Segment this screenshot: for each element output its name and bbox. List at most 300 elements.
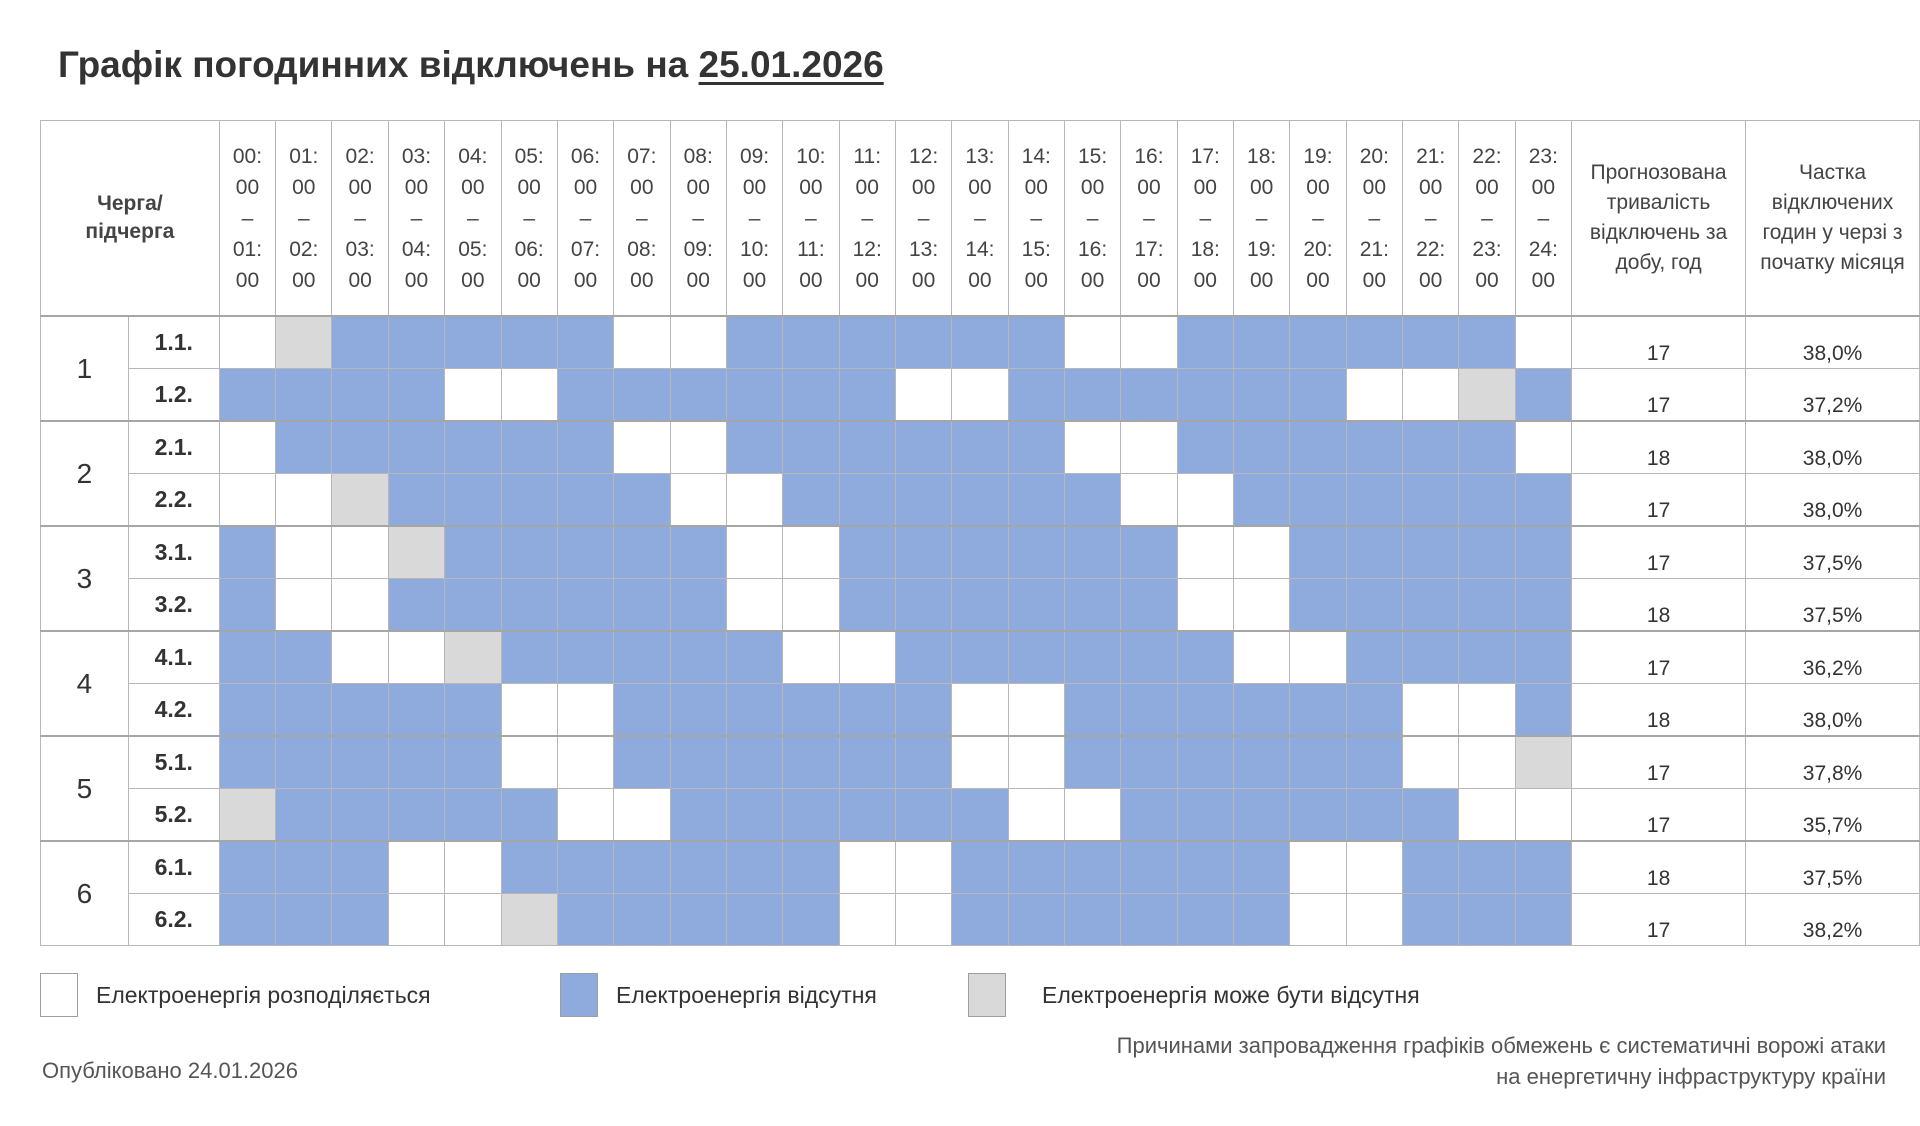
hour-cell-off [501, 316, 557, 369]
hour-header [1403, 121, 1459, 317]
hour-header [332, 121, 388, 317]
hour-cell-on [952, 684, 1008, 737]
hour-header-part: – [805, 206, 817, 230]
hour-header-part: – [1537, 206, 1550, 230]
hour-cell-off [1459, 474, 1515, 527]
hour-cell-off [952, 579, 1008, 632]
hour-cell-on [1346, 841, 1402, 894]
hour-cell-off [1121, 369, 1177, 422]
schedule-row [41, 421, 1920, 474]
schedule-row [41, 841, 1920, 894]
hour-cell-off [557, 579, 613, 632]
hour-cell-off [1008, 474, 1064, 527]
hour-cell-off [1177, 369, 1233, 422]
hour-cell-on [276, 579, 332, 632]
hour-cell-off [388, 369, 444, 422]
hour-header-part: 00: [232, 144, 263, 168]
subqueue-label: 1.2. [128, 369, 219, 422]
hour-header [388, 121, 444, 317]
hour-cell-off [1008, 631, 1064, 684]
hour-cell-off [614, 474, 670, 527]
hour-header-part: – [1424, 206, 1437, 230]
hour-cell-off [670, 631, 726, 684]
hour-cell-on [1403, 736, 1459, 789]
hour-cell-on [219, 316, 275, 369]
hour-cell-off [1459, 526, 1515, 579]
hour-header-part: 24: [1528, 237, 1558, 261]
hour-cell-off [445, 684, 501, 737]
hour-cell-off [332, 684, 388, 737]
hour-cell-off [1515, 631, 1571, 684]
hour-header-part: 12: [908, 144, 939, 168]
hour-cell-off [614, 736, 670, 789]
hour-cell-off [839, 369, 895, 422]
hour-cell-on [219, 421, 275, 474]
hour-cell-off [839, 736, 895, 789]
hour-header-part: 00 [1362, 268, 1386, 292]
hour-header-part: 03: [345, 237, 375, 261]
hour-header-part: 00 [742, 175, 767, 199]
schedule-row [41, 526, 1920, 579]
hour-cell-off [1290, 736, 1346, 789]
hour-header-part: 20: [1303, 237, 1333, 261]
hour-header-part: – [466, 206, 479, 230]
hour-cell-off [1233, 841, 1289, 894]
hour-header-part: 00 [517, 175, 541, 199]
hour-header [1177, 121, 1233, 317]
hour-header [1346, 121, 1402, 317]
hour-header-part: 16: [1078, 237, 1108, 261]
hour-header [1459, 121, 1515, 317]
hour-cell-off [1459, 421, 1515, 474]
legend-swatch-maybe [968, 973, 1006, 1017]
share-value: 36,2% [1746, 631, 1920, 684]
hour-header-part: 00 [1080, 268, 1105, 292]
subqueue-label: 5.2. [128, 789, 219, 842]
hour-cell-off [952, 631, 1008, 684]
hour-header-part: 00 [404, 268, 429, 292]
schedule-row [41, 369, 1920, 422]
subqueue-label: 2.1. [128, 421, 219, 474]
hour-cell-off [614, 526, 670, 579]
hour-header-part: 22: [1416, 237, 1446, 261]
hour-header-part: 00 [1137, 175, 1161, 199]
hour-cell-off [1290, 369, 1346, 422]
hour-cell-on [1515, 421, 1571, 474]
hour-cell-off [1459, 894, 1515, 946]
hour-cell-off [726, 421, 782, 474]
schedule-row [41, 316, 1920, 369]
hour-cell-off [1515, 894, 1571, 946]
hour-cell-off [1233, 474, 1289, 527]
queue-number: 6 [41, 841, 129, 946]
hour-cell-off [614, 369, 670, 422]
hour-header-part: 16: [1134, 144, 1164, 168]
hour-cell-off [1346, 631, 1402, 684]
hour-cell-off [1403, 526, 1459, 579]
hour-cell-off [783, 421, 839, 474]
hour-cell-on [1064, 789, 1120, 842]
hour-header [219, 121, 275, 317]
hour-cell-off [1346, 736, 1402, 789]
hour-cell-on [388, 894, 444, 946]
hour-cell-off [952, 526, 1008, 579]
hour-header-part: 00 [855, 175, 879, 199]
hour-cell-off [1403, 421, 1459, 474]
hour-cell-off [670, 579, 726, 632]
hour-cell-maybe [1459, 369, 1515, 422]
hour-cell-on [1459, 789, 1515, 842]
hour-header-part: 04: [458, 144, 488, 168]
hour-header-part: 18: [1190, 237, 1220, 261]
hour-header-part: 00 [630, 268, 654, 292]
share-value: 37,8% [1746, 736, 1920, 789]
hour-header [1121, 121, 1177, 317]
hour-cell-off [332, 789, 388, 842]
hour-header [614, 121, 670, 317]
hour-cell-on [557, 736, 613, 789]
queue-number: 1 [41, 316, 129, 421]
hour-header-part: – [1255, 206, 1268, 230]
hour-header-part: 00 [292, 175, 316, 199]
hour-cell-off [1121, 579, 1177, 632]
duration-value: 17 [1572, 526, 1746, 579]
hour-header-part: 00 [1531, 268, 1556, 292]
hour-cell-off [1346, 789, 1402, 842]
hour-cell-on [1064, 421, 1120, 474]
hour-header-part: 07: [627, 144, 657, 168]
hour-header-part: 00 [968, 268, 992, 292]
hour-header [501, 121, 557, 317]
hour-header-part: 08: [683, 144, 713, 168]
hour-header-part: 03: [401, 144, 432, 168]
hour-header-part: 00 [742, 268, 767, 292]
hour-header-part: – [297, 206, 310, 230]
hour-cell-off [1121, 631, 1177, 684]
hour-cell-off [1233, 736, 1289, 789]
hour-header-part: – [692, 206, 705, 230]
hour-cell-off [952, 894, 1008, 946]
hour-cell-on [557, 684, 613, 737]
hour-cell-off [1064, 526, 1120, 579]
hour-header-part: 09: [683, 237, 713, 261]
hour-header [445, 121, 501, 317]
hour-cell-off [1177, 421, 1233, 474]
hour-header-part: 23: [1528, 144, 1558, 168]
hour-header-part: – [410, 206, 423, 230]
hour-cell-off [501, 789, 557, 842]
hour-cell-off [388, 789, 444, 842]
hour-cell-off [219, 579, 275, 632]
hour-header-part: 00 [1024, 175, 1048, 199]
hour-header-part: 21: [1359, 237, 1389, 261]
hour-header-part: 23: [1472, 237, 1502, 261]
hour-header-part: 00 [1306, 175, 1330, 199]
hour-cell-on [332, 631, 388, 684]
hour-header-part: 13: [908, 237, 939, 261]
hour-cell-off [1177, 736, 1233, 789]
schedule-row [41, 631, 1920, 684]
hour-cell-off [614, 579, 670, 632]
hour-header-part: 00 [1418, 175, 1443, 199]
schedule-row [41, 474, 1920, 527]
hour-cell-off [783, 684, 839, 737]
hour-cell-off [783, 789, 839, 842]
hour-header [557, 121, 613, 317]
hour-cell-off [1515, 684, 1571, 737]
hour-header-part: 15: [1021, 237, 1051, 261]
hour-cell-on [1177, 474, 1233, 527]
hour-cell-off [388, 421, 444, 474]
hour-cell-off [1064, 579, 1120, 632]
hour-cell-off [1290, 526, 1346, 579]
hour-cell-off [1008, 316, 1064, 369]
hour-cell-off [1008, 894, 1064, 946]
hour-cell-on [1233, 526, 1289, 579]
hour-cell-off [1515, 526, 1571, 579]
hour-header-part: 00 [1080, 175, 1105, 199]
hour-cell-off [726, 736, 782, 789]
hour-header-part: 00 [404, 175, 429, 199]
hour-cell-off [557, 841, 613, 894]
hour-cell-on [1515, 316, 1571, 369]
share-value: 38,0% [1746, 316, 1920, 369]
subqueue-label: 4.1. [128, 631, 219, 684]
hour-cell-off [1459, 631, 1515, 684]
hour-cell-on [1403, 369, 1459, 422]
share-value: 35,7% [1746, 789, 1920, 842]
hour-cell-off [726, 841, 782, 894]
hour-header-part: – [974, 206, 986, 230]
share-value: 38,0% [1746, 474, 1920, 527]
published-date: Опубліковано 24.01.2026 [42, 1058, 298, 1083]
hour-header-part: 00 [1475, 268, 1499, 292]
hour-cell-off [1177, 894, 1233, 946]
hour-cell-on [557, 789, 613, 842]
hour-cell-off [445, 579, 501, 632]
hour-cell-off [1346, 684, 1402, 737]
hour-cell-on [726, 579, 782, 632]
hour-cell-off [952, 421, 1008, 474]
hour-header-part: 09: [739, 144, 770, 168]
hour-cell-off [276, 789, 332, 842]
hour-cell-off [783, 369, 839, 422]
duration-value: 18 [1572, 421, 1746, 474]
hour-cell-on [670, 421, 726, 474]
hour-cell-off [219, 684, 275, 737]
hour-cell-off [670, 789, 726, 842]
hour-header-part: 00 [799, 175, 823, 199]
hour-header-part: 00 [1249, 175, 1274, 199]
hour-cell-off [1008, 841, 1064, 894]
hour-cell-off [1008, 579, 1064, 632]
hour-cell-off [895, 474, 951, 527]
hour-cell-off [670, 684, 726, 737]
hour-cell-on [895, 841, 951, 894]
header-row [41, 121, 1920, 317]
hour-header-part: – [748, 206, 761, 230]
hour-cell-off [219, 841, 275, 894]
hour-cell-off [332, 316, 388, 369]
hour-cell-on [332, 526, 388, 579]
hour-header-part: 11: [797, 237, 825, 261]
hour-cell-off [783, 894, 839, 946]
hour-cell-on [1064, 316, 1120, 369]
hour-cell-off [1346, 526, 1402, 579]
share-header: Частка відключених годин у черзі з початку місяця [1746, 121, 1920, 317]
hour-cell-on [1121, 474, 1177, 527]
hour-cell-on [276, 526, 332, 579]
hour-cell-on [895, 894, 951, 946]
hour-cell-off [219, 894, 275, 946]
share-value: 38,0% [1746, 684, 1920, 737]
hour-cell-off [952, 789, 1008, 842]
hour-header-part: – [1030, 206, 1043, 230]
hour-header-part: 00 [292, 268, 316, 292]
hour-header-part: 00 [911, 175, 936, 199]
schedule-row [41, 789, 1920, 842]
hour-cell-off [839, 526, 895, 579]
hour-cell-off [1121, 736, 1177, 789]
hour-cell-off [1515, 579, 1571, 632]
hour-cell-off [1121, 684, 1177, 737]
hour-cell-off [1064, 684, 1120, 737]
hour-cell-off [1064, 841, 1120, 894]
hour-header-part: 00 [1193, 175, 1217, 199]
hour-header-part: 00 [686, 268, 710, 292]
hour-header [952, 121, 1008, 317]
hour-cell-off [276, 894, 332, 946]
share-value: 38,0% [1746, 421, 1920, 474]
hour-cell-off [614, 631, 670, 684]
hour-header-part: 11: [853, 144, 882, 168]
hour-header-part: 00 [968, 175, 992, 199]
hour-cell-on [1177, 526, 1233, 579]
hour-header-part: 02: [289, 237, 319, 261]
hour-cell-off [332, 369, 388, 422]
hour-cell-off [388, 579, 444, 632]
hour-cell-on [1233, 631, 1289, 684]
hour-cell-off [1515, 841, 1571, 894]
hour-cell-off [1177, 316, 1233, 369]
subqueue-label: 3.2. [128, 579, 219, 632]
duration-value: 18 [1572, 579, 1746, 632]
hour-cell-off [1290, 474, 1346, 527]
hour-header-part: 07: [570, 237, 601, 261]
hour-cell-off [1290, 789, 1346, 842]
hour-cell-on [783, 526, 839, 579]
hour-cell-on [1403, 684, 1459, 737]
hour-cell-off [445, 736, 501, 789]
hour-cell-on [501, 684, 557, 737]
legend-label-on: Електроенергія розподіляється [96, 981, 431, 1008]
hour-cell-on [670, 474, 726, 527]
hour-cell-off [501, 579, 557, 632]
hour-cell-off [445, 421, 501, 474]
hour-cell-on [1290, 841, 1346, 894]
hour-cell-off [783, 316, 839, 369]
hour-cell-off [276, 841, 332, 894]
hour-cell-on [501, 736, 557, 789]
hour-header [1233, 121, 1289, 317]
hour-header-part: 06: [570, 144, 601, 168]
hour-cell-on [501, 369, 557, 422]
hour-cell-off [1403, 894, 1459, 946]
hour-cell-off [839, 421, 895, 474]
share-value: 37,5% [1746, 526, 1920, 579]
hour-cell-off [1233, 369, 1289, 422]
hour-header [1064, 121, 1120, 317]
hour-header-part: 05: [458, 237, 488, 261]
hour-cell-off [1233, 684, 1289, 737]
queue-number: 2 [41, 421, 129, 526]
hour-cell-maybe [1515, 736, 1571, 789]
hour-cell-on [614, 789, 670, 842]
hour-cell-off [670, 369, 726, 422]
hour-cell-off [726, 684, 782, 737]
hour-cell-on [1177, 579, 1233, 632]
hour-cell-on [1121, 421, 1177, 474]
hour-header-part: 08: [627, 237, 657, 261]
hour-header-part: 00 [911, 268, 936, 292]
hour-cell-on [952, 369, 1008, 422]
hour-cell-off [219, 369, 275, 422]
hour-cell-off [445, 316, 501, 369]
hour-cell-off [388, 736, 444, 789]
hour-cell-off [670, 736, 726, 789]
hour-cell-maybe [388, 526, 444, 579]
hour-header-part: – [579, 206, 592, 230]
hour-cell-on [1290, 631, 1346, 684]
hour-cell-off [557, 421, 613, 474]
hour-header-part: – [241, 206, 254, 230]
hour-header-part: – [636, 206, 648, 230]
schedule-row [41, 736, 1920, 789]
hour-cell-off [1403, 474, 1459, 527]
hour-cell-off [895, 421, 951, 474]
hour-header [783, 121, 839, 317]
hour-cell-on [895, 369, 951, 422]
hour-cell-off [1233, 421, 1289, 474]
hour-cell-on [219, 474, 275, 527]
hour-cell-off [1403, 841, 1459, 894]
hour-cell-off [1403, 631, 1459, 684]
hour-cell-off [895, 316, 951, 369]
hour-cell-on [783, 579, 839, 632]
hour-cell-off [557, 474, 613, 527]
hour-cell-off [445, 474, 501, 527]
hour-cell-on [1459, 684, 1515, 737]
schedule-row [41, 579, 1920, 632]
hour-header-part: 00 [235, 175, 260, 199]
hour-header [1515, 121, 1571, 317]
hour-cell-off [1121, 526, 1177, 579]
hour-cell-on [1008, 736, 1064, 789]
hour-header-part: 00 [1362, 175, 1386, 199]
hour-header-part: 00 [1193, 268, 1217, 292]
hour-cell-on [445, 894, 501, 946]
hour-header-part: 00 [1306, 268, 1330, 292]
hour-cell-off [1403, 579, 1459, 632]
hour-cell-off [1346, 579, 1402, 632]
hour-header-part: 00 [235, 268, 260, 292]
hour-header-part: – [1312, 206, 1324, 230]
duration-value: 18 [1572, 684, 1746, 737]
hour-cell-off [670, 894, 726, 946]
duration-header: Прогнозована тривалість відключень за добу, год [1572, 121, 1746, 317]
hour-header-part: 00 [686, 175, 710, 199]
hour-cell-off [1008, 526, 1064, 579]
